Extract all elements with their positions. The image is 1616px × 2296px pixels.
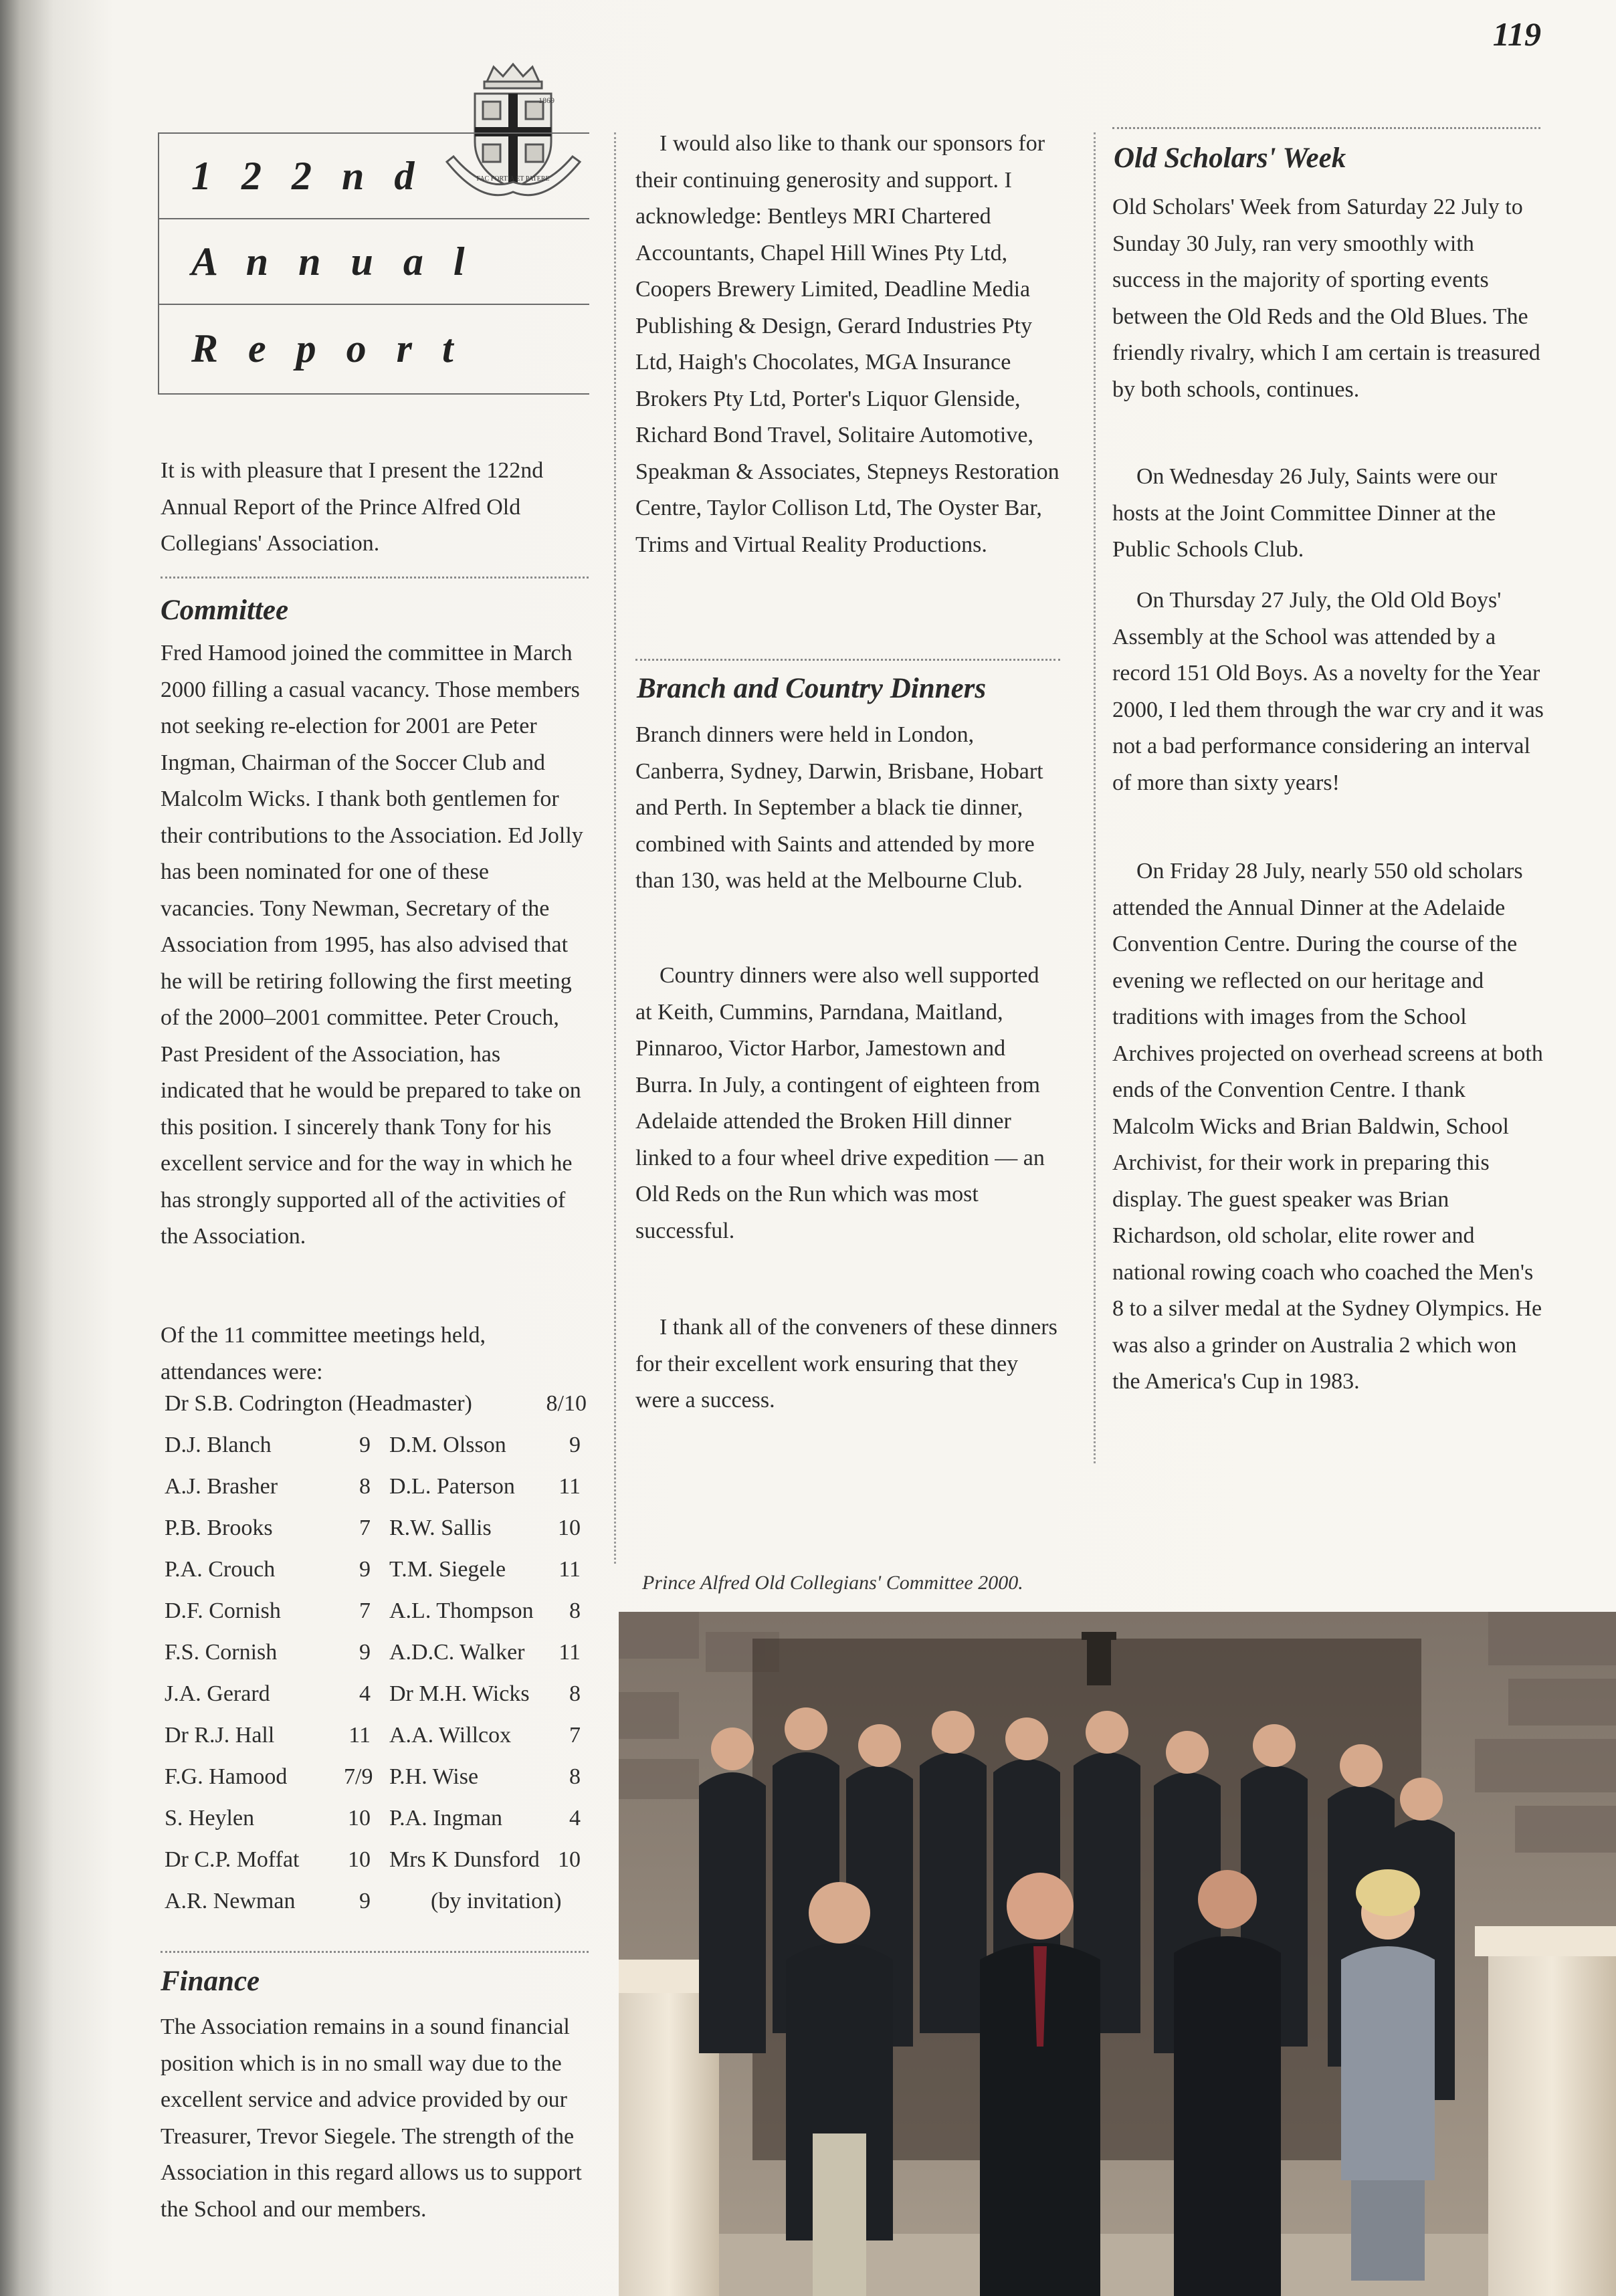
page-number: 119	[1492, 15, 1541, 53]
intro-paragraph: It is with pleasure that I present the 122nd Annual Report of the Prince Alfred Old Collegians' Association.	[161, 458, 544, 556]
branch-paragraph-2: Country dinners were also well supported at Keith, Cummins, Parndana, Maitland, Pinnaroo, Victor Harbor, Jamestown and Burra. In July, a contingent of eighteen from Adelaide attended the Broken Hill dinner linked to a four wheel drive expedition — an Old Reds on the Run which was most successful.	[635, 963, 1045, 1243]
report-title-box	[158, 132, 589, 395]
title-line-1: 1 2 2 n d	[159, 134, 589, 219]
table-row: P.B. Brooks 7 R.W. Sallis 10	[165, 1516, 581, 1540]
branch-paragraph-3: I thank all of the conveners of these dinners for their excellent work ensuring that they were a success.	[635, 1315, 1057, 1413]
meetings-intro: Of the 11 committee meetings held, attendances were:	[161, 1323, 486, 1384]
divider	[161, 1951, 589, 1953]
table-row: D.F. Cornish 7 A.L. Thompson 8	[165, 1598, 581, 1623]
finance-body: The Association remains in a sound financial position which is in no small way due to the excellent service and advice provided by our Treasurer, Trevor Siegele. The strength of the Association in this regard allows us to support the School and our members.	[161, 2014, 582, 2222]
table-row: J.A. Gerard 4 Dr M.H. Wicks 8	[165, 1681, 581, 1706]
column-rule	[1094, 132, 1096, 1463]
photo-caption: Prince Alfred Old Collegians' Committee 2000.	[642, 1572, 1023, 1594]
branch-heading: Branch and Country Dinners	[637, 673, 987, 704]
table-row: Dr C.P. Moffat 10 Mrs K Dunsford 10	[165, 1847, 581, 1872]
old-scholars-paragraph-1: Old Scholars' Week from Saturday 22 July to Sunday 30 July, ran very smoothly with success in the majority of sporting events between the Old Reds and the Old Blues. The friendly rivalry, which I am certain is treasured by both schools, continues.	[1112, 195, 1540, 402]
table-row: F.G. Hamood 7/9 P.H. Wise 8	[165, 1764, 581, 1789]
old-scholars-paragraph-2: On Wednesday 26 July, Saints were our hosts at the Joint Committee Dinner at the Public Schools Club.	[1112, 464, 1498, 562]
old-scholars-heading: Old Scholars' Week	[1114, 142, 1346, 174]
title-line-3: R e p o r t	[191, 326, 464, 371]
old-scholars-paragraph-4: On Friday 28 July, nearly 550 old scholars attended the Annual Dinner at the Adelaide Convention Centre. During the course of the evening we reflected on our heritage and traditions with images from the School Archives projected on overhead screens at both ends of the Convention Centre. I thank Malcolm Wicks and Brian Baldwin, School Archivist, for their work in preparing this display. The guest speaker was Brian Richardson, old scholar, elite rower and national rowing coach who coached the Men's 8 to a silver medal at the Sydney Olympics. He was also a grinder on Australia 2 which won the America's Cup in 1983.	[1112, 859, 1543, 1394]
title-line-2: A n n u a l	[159, 219, 589, 305]
table-row: F.S. Cornish 9 A.D.C. Walker 11	[165, 1640, 581, 1665]
committee-body: Fred Hamood joined the committee in March 2000 filling a casual vacancy. Those members not seeking re-election for 2001 are Peter Ingman, Chairman of the Soccer Club and Malcolm Wicks. I thank both gentlemen for their contributions to the Association. Ed Jolly has been nominated for one of these vacancies. Tony Newman, Secretary of the Association from 1995, has also advised that he will be retiring following the first meeting of the 2000–2001 committee. Peter Crouch, Past President of the Association, has indicated that he would be prepared to take on this position. I sincerely thank Tony for his excellent service and for the way in which he has strongly supported all of the activities of the Association.	[161, 641, 583, 1249]
crest-year: 1869	[538, 96, 554, 105]
attendee-value: 8/10	[546, 1391, 587, 1416]
table-row: S. Heylen 10 P.A. Ingman 4	[165, 1806, 581, 1831]
divider	[1112, 127, 1540, 129]
divider	[635, 659, 1060, 661]
table-row: Dr R.J. Hall 11 A.A. Willcox 7	[165, 1723, 581, 1748]
old-scholars-paragraph-3: On Thursday 27 July, the Old Old Boys' Assembly at the School was attended by a record 151 Old Boys. As a novelty for the Year 2000, I led them through the war cry and it was not a bad performance considering an interval of more than sixty years!	[1112, 588, 1544, 795]
crest-motto: FAC FORTIA ET PATERE	[476, 175, 550, 183]
committee-heading: Committee	[161, 595, 289, 626]
table-row: A.R. Newman 9 (by invitation)	[165, 1889, 562, 1913]
finance-heading: Finance	[161, 1966, 260, 1997]
attendee-name: Dr S.B. Codrington (Headmaster)	[165, 1391, 472, 1416]
divider	[161, 577, 589, 579]
committee-group-photo	[619, 1612, 1616, 2296]
table-row: P.A. Crouch 9 T.M. Siegele 11	[165, 1557, 581, 1582]
headmaster-row	[165, 1391, 593, 1433]
table-row: A.J. Brasher 8 D.L. Paterson 11	[165, 1474, 581, 1499]
branch-paragraph-1: Branch dinners were held in London, Canberra, Sydney, Darwin, Brisbane, Hobart and Perth. In September a black tie dinner, combined with Saints and attended by more than 130, was held at the Melbourne Club.	[635, 722, 1043, 893]
sponsors-paragraph: I would also like to thank our sponsors for their continuing generosity and support. I acknowledge: Bentleys MRI Chartered Accountants, Chapel Hill Wines Pty Ltd, Coopers Brewery Limited, Deadline Media Publishing & Design, Gerard Industries Pty Ltd, Haigh's Chocolates, MGA Insurance Brokers Pty Ltd, Porter's Liquor Glenside, Richard Bond Travel, Solitaire Automotive, Speakman & Associates, Stepneys Restoration Centre, Taylor Collison Ltd, The Oyster Bar, Trims and Virtual Reality Productions.	[635, 131, 1059, 557]
column-rule	[614, 132, 616, 1564]
table-row: D.J. Blanch 9 D.M. Olsson 9	[165, 1433, 581, 1457]
